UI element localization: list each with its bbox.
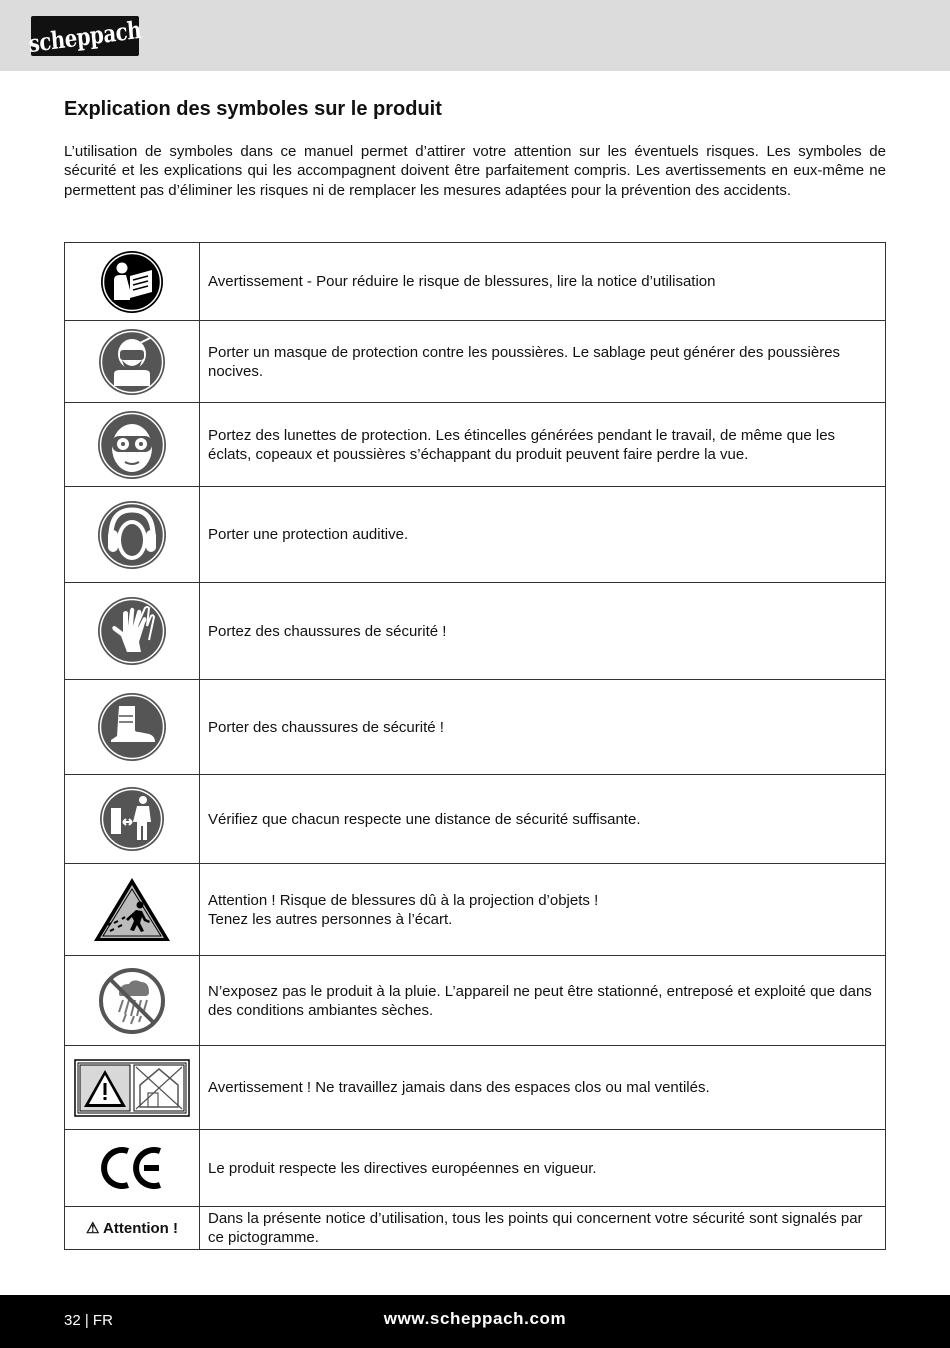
dust-mask-icon (98, 328, 166, 396)
table-row (65, 583, 886, 680)
ce-mark-icon (98, 1146, 166, 1190)
table-row (65, 1046, 886, 1130)
row-text: N’exposez pas le produit à la pluie. L’appareil ne peut être stationné, entreposé et exploité que dans des conditions ambiantes sèches. (200, 956, 886, 1046)
gloves-icon (97, 596, 167, 666)
row-text: Porter une protection auditive. (200, 487, 886, 583)
row-text: Le produit respecte les directives européennes en vigueur. (200, 1130, 886, 1207)
row-text: Dans la présente notice d’utilisation, tous les points qui concernent votre sécurité sont signalés par ce pictogramme. (200, 1207, 886, 1250)
symbols-table (64, 242, 886, 1250)
row-text: Avertissement ! Ne travaillez jamais dans des espaces clos ou mal ventilés. (200, 1046, 886, 1130)
row-text: Attention ! Risque de blessures dû à la projection d’objets ! Tenez les autres personnes à l’écart. (200, 864, 886, 956)
website-link[interactable]: www.scheppach.com (383, 1309, 567, 1328)
safety-distance-icon (99, 786, 165, 852)
row-text: Porter des chaussures de sécurité ! (200, 680, 886, 775)
table-row (65, 321, 886, 403)
safety-boots-icon (97, 692, 167, 762)
table-row (65, 487, 886, 583)
no-enclosed-space-icon (74, 1059, 190, 1117)
ear-protection-icon (97, 500, 167, 570)
page-title: Explication des symboles sur le produit (64, 98, 442, 120)
page-footer (0, 1295, 950, 1348)
table-row (65, 680, 886, 775)
page-number: 32 | FR (64, 1312, 113, 1329)
row-text: Vérifiez que chacun respecte une distance de sécurité suffisante. (200, 775, 886, 864)
table-row (65, 956, 886, 1046)
table-row (65, 775, 886, 864)
no-rain-icon (99, 968, 165, 1034)
page-header (0, 0, 950, 71)
row-text: Avertissement - Pour réduire le risque de blessures, lire la notice d’utilisation (200, 243, 886, 321)
read-manual-icon (100, 250, 164, 314)
flying-objects-warning-icon (92, 875, 172, 945)
table-row (65, 864, 886, 956)
table-row (65, 403, 886, 487)
intro-paragraph: L’utilisation de symboles dans ce manuel permet d’attirer votre attention sur les éventuels risques. Les symboles de sécurité et les explications qui les accompagnent doivent être parfaitement compris. Les avertissements en eux-même ne permettent pas d’éliminer les risques ni de remplacer les mesures adaptées pour la prévention des accidents. (64, 143, 886, 199)
scheppach-logo: scheppach (27, 14, 143, 58)
row-text: Porter un masque de protection contre les poussières. Le sablage peut générer des poussières nocives. (200, 321, 886, 403)
table-row (65, 1207, 886, 1250)
row-text: Portez des chaussures de sécurité ! (200, 583, 886, 680)
table-row (65, 1130, 886, 1207)
row-text: Portez des lunettes de protection. Les étincelles générées pendant le travail, de même que les éclats, copeaux et poussières s’échappant du produit peuvent faire perdre la vue. (200, 403, 886, 487)
attention-label: ⚠ Attention ! (85, 1219, 179, 1237)
safety-goggles-icon (97, 410, 167, 480)
table-row (65, 243, 886, 321)
